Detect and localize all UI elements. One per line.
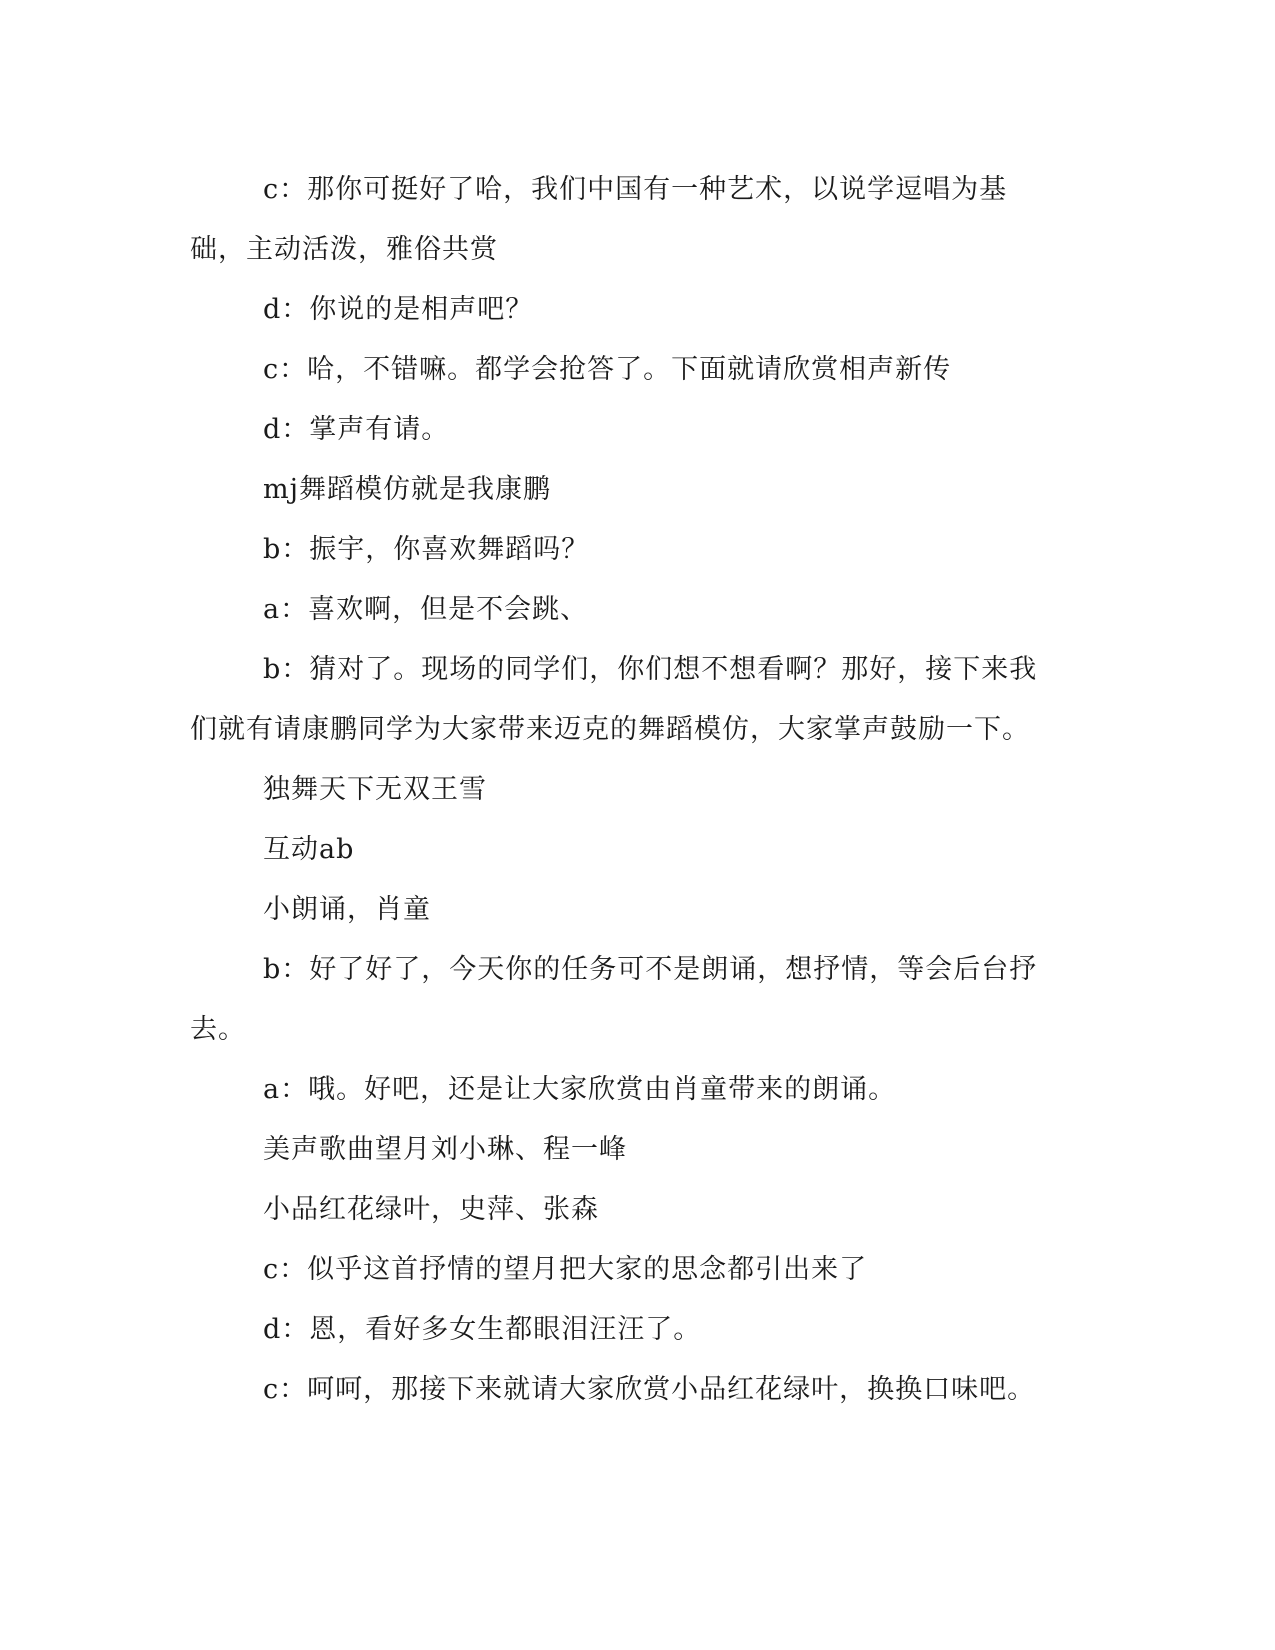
paragraph-17: d：恩，看好多女生都眼泪汪汪了。	[263, 1314, 702, 1345]
paragraph-11: 小朗诵，肖童	[263, 894, 431, 925]
paragraph-9: 独舞天下无双王雪	[263, 774, 487, 805]
paragraph-12: b：好了好了，今天你的任务可不是朗诵，想抒情，等会后台抒去。	[190, 954, 1038, 1045]
paragraph-6: b：振宇，你喜欢舞蹈吗？	[263, 534, 590, 565]
paragraph-8: b：猜对了。现场的同学们，你们想不想看啊？那好，接下来我们就有请康鹏同学为大家带来迈克的舞蹈模仿，大家掌声鼓励一下。	[190, 654, 1038, 745]
paragraph-13: a：哦。好吧，还是让大家欣赏由肖童带来的朗诵。	[263, 1074, 897, 1105]
paragraph-3: c：哈，不错嘛。都学会抢答了。下面就请欣赏相声新传	[263, 354, 952, 385]
paragraph-14: 美声歌曲望月刘小琳、程一峰	[263, 1134, 627, 1165]
paragraph-5: mj舞蹈模仿就是我康鹏	[263, 474, 551, 505]
document-body	[190, 160, 1060, 1420]
paragraph-18: c：呵呵，那接下来就请大家欣赏小品红花绿叶，换换口味吧。	[263, 1374, 1036, 1405]
paragraph-10: 互动ab	[263, 834, 355, 865]
paragraph-1: c：那你可挺好了哈，我们中国有一种艺术，以说学逗唱为基础，主动活泼，雅俗共赏	[190, 174, 1008, 265]
paragraph-7: a：喜欢啊，但是不会跳、	[263, 594, 589, 625]
paragraph-16: c：似乎这首抒情的望月把大家的思念都引出来了	[263, 1254, 868, 1285]
paragraph-4: d：掌声有请。	[263, 414, 450, 445]
paragraph-2: d：你说的是相声吧？	[263, 294, 534, 325]
paragraph-15: 小品红花绿叶，史萍、张森	[263, 1194, 599, 1225]
